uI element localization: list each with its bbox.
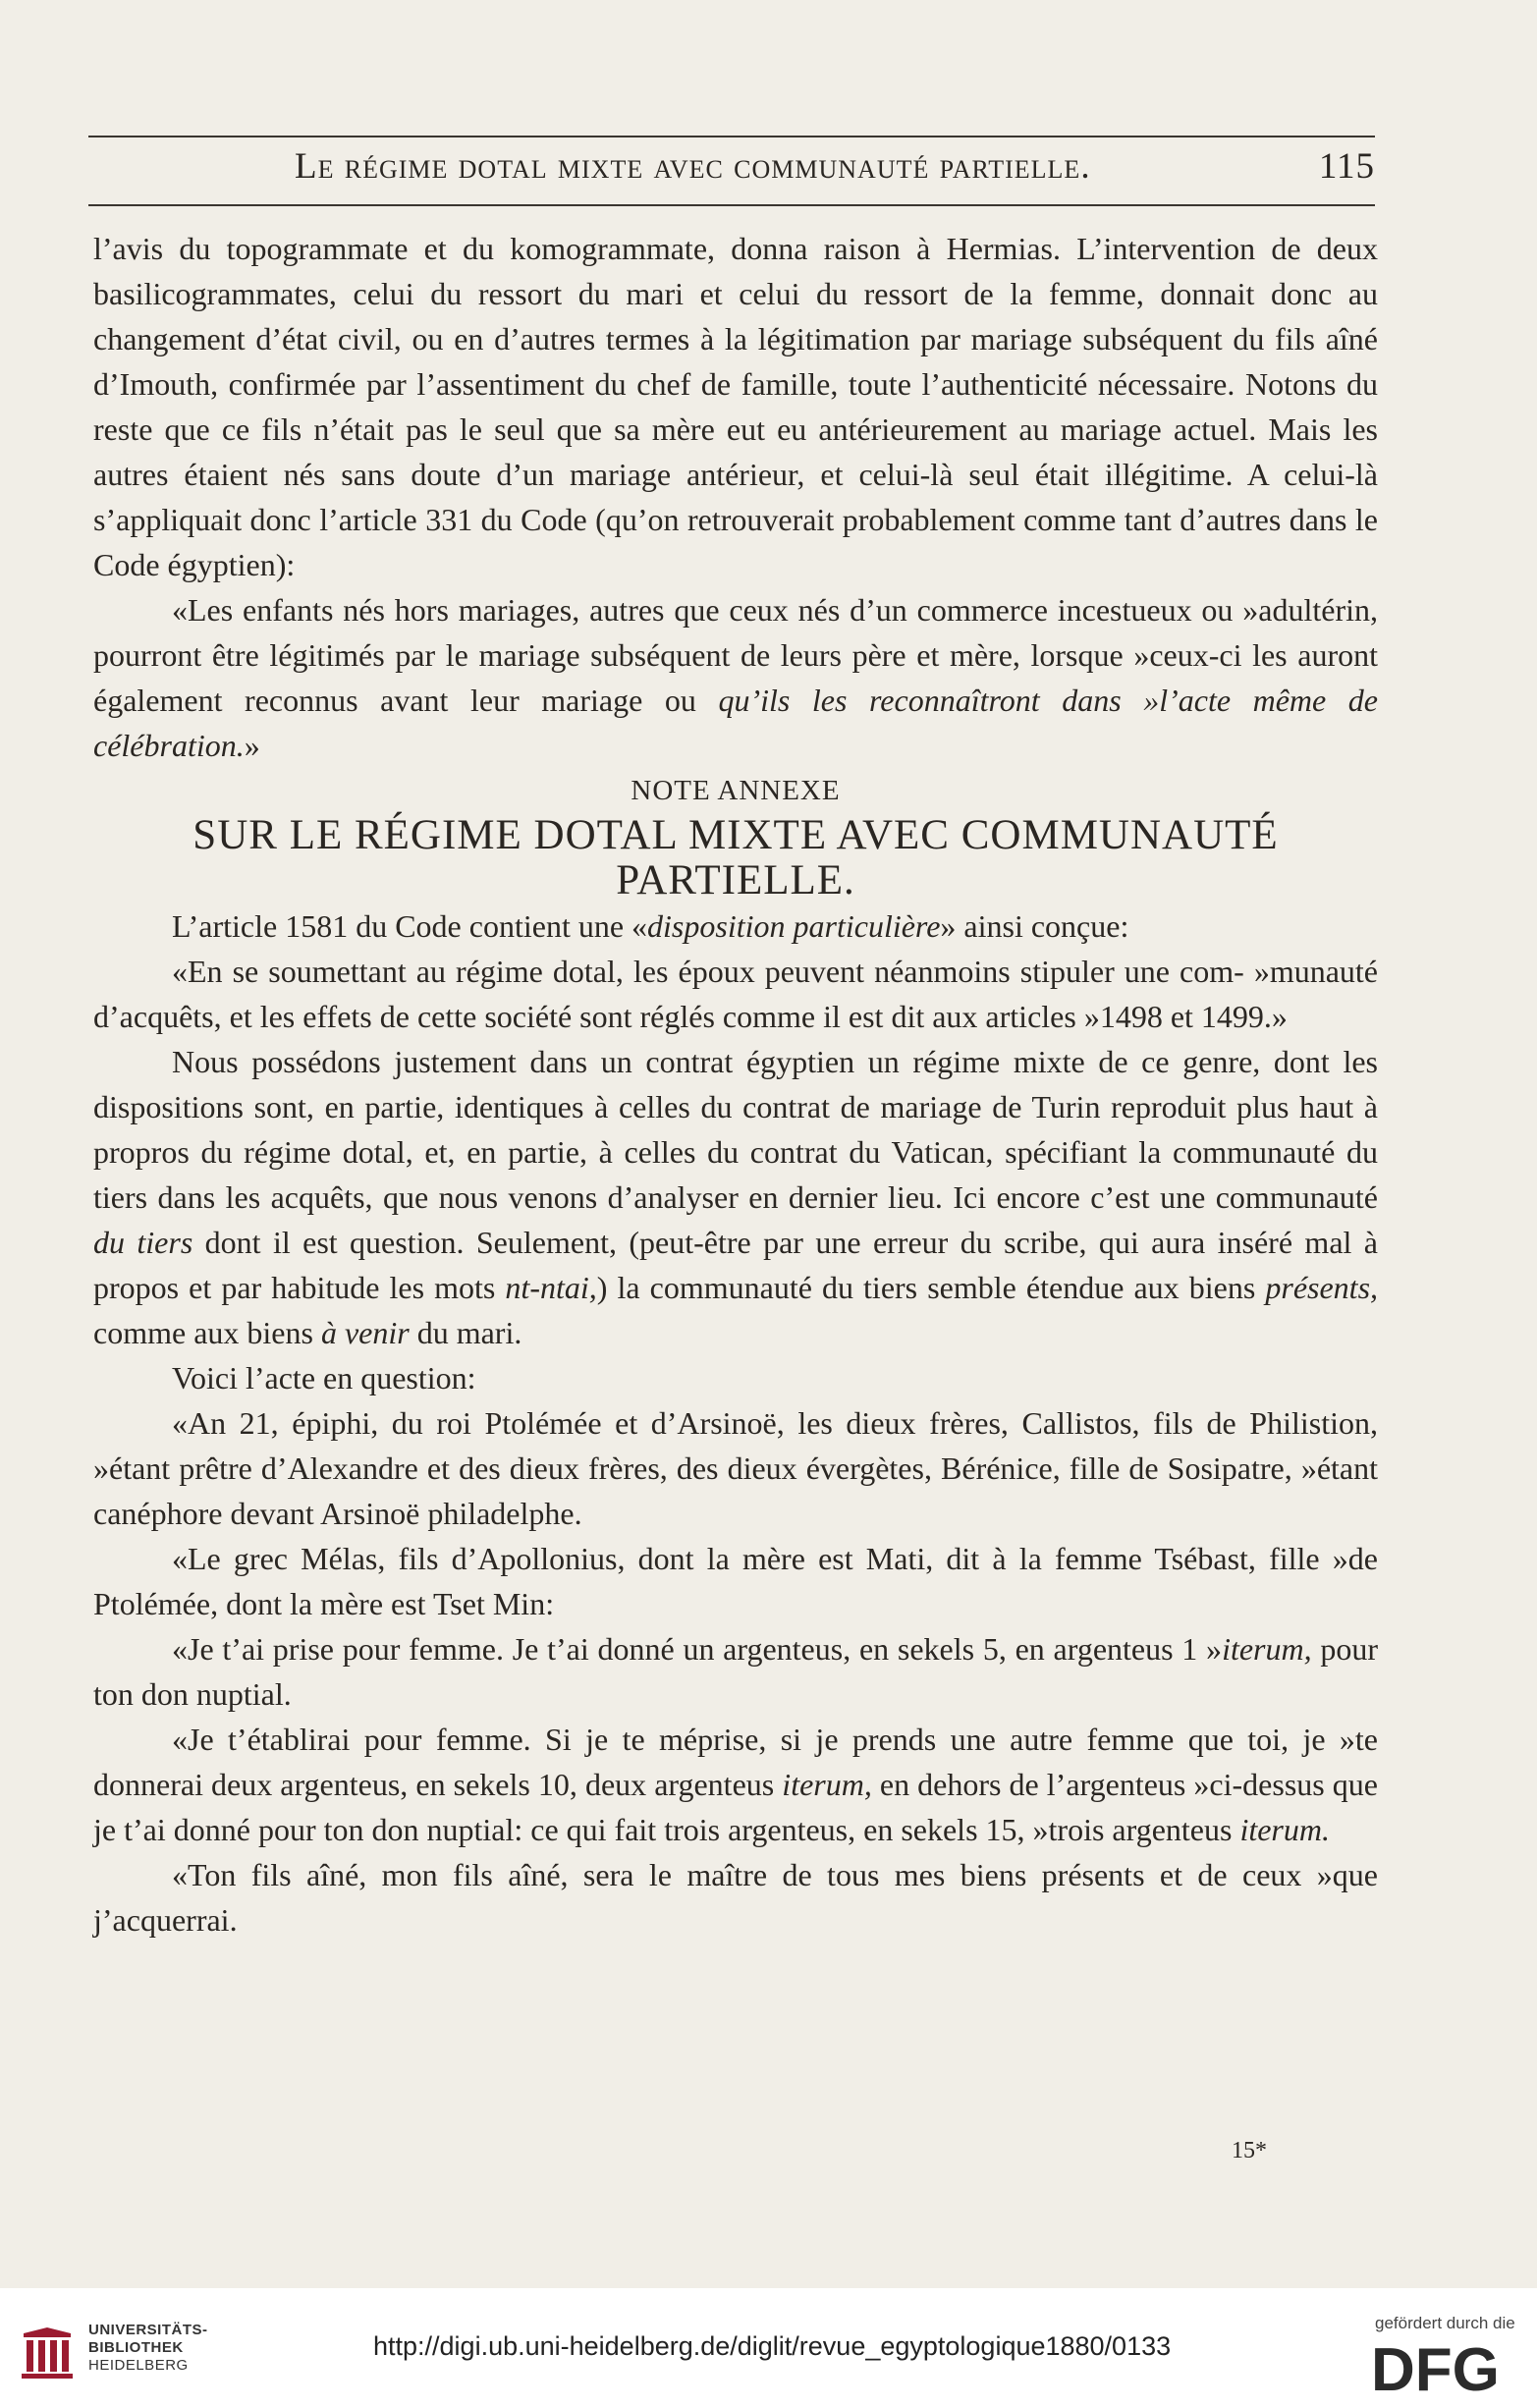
italic-run: iterum,	[1222, 1631, 1312, 1667]
text-run: » ainsi conçue:	[940, 908, 1129, 944]
quote-act-gift	[93, 1626, 1378, 1717]
quote-close: »	[244, 728, 260, 763]
header-top-rule	[88, 136, 1375, 137]
library-name-line: HEIDELBERG	[88, 2357, 189, 2374]
text-run: du mari.	[409, 1315, 522, 1350]
italic-run: du tiers	[93, 1225, 193, 1260]
dfg-logo-icon	[1371, 2337, 1518, 2400]
paragraph-legitimation: l’avis du topogrammate et du komogrammate, donna raison à Hermias. L’intervention de deux basilicogrammates, celui du ressort du mari et celui du ressort de la femme, donnait donc au changement d’état civil, ou en d’autres termes à la légitimation par mariage subséquent du fils aîné d’Imouth, confirmée par l’assentiment du chef de famille, toute l’authenticité nécessaire. Notons du reste que ce fils n’était pas le seul que sa mère eut eu antérieurement au mariage actuel. Mais les autres étaient nés sans doute d’un mariage antérieur, et celui-là seul était illégitime. A celui-là s’appliquait donc l’article 331 du Code (qu’on retrouverait probablement comme tant d’autres dans le Code égyptien):	[93, 231, 1378, 582]
quote-text: «Les enfants nés hors mariages, autres que ceux nés d’un commerce incestueux ou »adultérin, pourront être légitimés par le mariage subséquent de leurs père et mère, lorsque »ceux-ci les auront également reconnus avant leur mariage ou	[93, 592, 1378, 718]
source-url-link[interactable]: http://digi.ub.uni-heidelberg.de/diglit/revue_egyptologique1880/0133	[373, 2331, 1172, 2361]
running-title: Le régime dotal mixte avec communauté partielle.	[295, 146, 1091, 187]
italic-run: iterum,	[782, 1767, 872, 1802]
text-run: ) la communauté du tiers semble étendue aux biens	[596, 1270, 1266, 1305]
italic-run: disposition particulière	[647, 908, 941, 944]
italic-run: iterum.	[1239, 1812, 1330, 1847]
note-heading-small: NOTE ANNEXE	[631, 775, 841, 806]
text-run: «Je t’établirai pour femme. Si je te méprise, si je prends une autre femme que toi, je »te donnerai deux argenteus, en sekels 10, deux argenteus	[93, 1722, 1378, 1802]
note-heading-big: SUR LE RÉGIME DOTAL MIXTE AVEC COMMUNAUTÉ PARTIELLE.	[192, 812, 1279, 903]
quote-act-penalty	[93, 1717, 1378, 1852]
library-name	[88, 2322, 208, 2375]
text-run: comme aux biens	[93, 1315, 321, 1350]
svg-text:DFG: DFG	[1371, 2337, 1500, 2400]
page-number: 115	[1318, 146, 1375, 187]
italic-run: à venir	[320, 1315, 410, 1350]
text-run: L’article 1581 du Code contient une «	[172, 908, 648, 944]
text-run: pour ton don nuptial.	[93, 1631, 1379, 1712]
quote-act-inheritance: «Ton fils aîné, mon fils aîné, sera le maître de tous mes biens présents et de ceux »que j’acquerrai.	[93, 1857, 1378, 1938]
main-text	[93, 226, 1378, 1943]
text-run: dont il est question. Seulement, (peut-être par une erreur du scribe, qui aura inséré mal à propos et par habitude les mots	[93, 1225, 1379, 1305]
paragraph-intro-act: Voici l’acte en question:	[172, 1360, 476, 1396]
text-run: en dehors de l’argenteus »ci-dessus que je t’ai donné pour ton don nuptial: ce qui fait trois argenteus, en sekels 15, »trois argenteus	[93, 1767, 1379, 1847]
quote-act-date: «An 21, épiphi, du roi Ptolémée et d’Arsinoë, les dieux frères, Callistos, fils de Philistion, »étant prêtre d’Alexandre et des dieux frères, des dieux évergètes, Bérénice, fille de Sosipatre, »étant canéphore devant Arsinoë philadelphe.	[93, 1405, 1378, 1531]
signature-mark: 15*	[1232, 2138, 1267, 2163]
quote-italic: qu’ils les reconnaîtront dans »l’acte même de célébration.	[93, 683, 1379, 763]
quote-act-parties: «Le grec Mélas, fils d’Apollonius, dont la mère est Mati, dit à la femme Tsébast, fille »de Ptolémée, dont la mère est Tset Min:	[93, 1541, 1378, 1621]
paragraph-article-1581	[93, 903, 1378, 949]
header-bottom-rule	[88, 204, 1375, 206]
library-name-line: BIBLIOTHEK	[88, 2339, 184, 2356]
paragraph-contract	[93, 1039, 1378, 1355]
library-name-line: UNIVERSITÄTS-	[88, 2322, 208, 2338]
italic-run: présents,	[1265, 1270, 1379, 1305]
quote-article-1581: «En se soumettant au régime dotal, les époux peuvent néanmoins stipuler une com- »munauté d’acquêts, et les effets de cette société sont réglés comme il est dit aux articles »1498 et 1499.»	[93, 954, 1378, 1034]
funding-caption: gefördert durch die	[1375, 2314, 1515, 2332]
university-library-logo-icon	[18, 2324, 77, 2382]
text-run: Nous possédons justement dans un contrat égyptien un régime mixte de ce genre, dont les dispositions sont, en partie, identiques à celles du contrat de mariage de Turin reproduit plus haut à propros du régime dotal, et, en partie, à celles du contrat du Vatican, spécifiant la communauté du tiers dans les acquêts, que nous venons d’analyser en dernier lieu. Ici encore c’est une communauté	[93, 1044, 1378, 1215]
digitization-footer	[0, 2288, 1537, 2408]
quote-article-331	[93, 587, 1378, 768]
text-run: «Je t’ai prise pour femme. Je t’ai donné un argenteus, en sekels 5, en argenteus 1 »	[172, 1631, 1223, 1667]
italic-run: nt-ntai,	[505, 1270, 597, 1305]
